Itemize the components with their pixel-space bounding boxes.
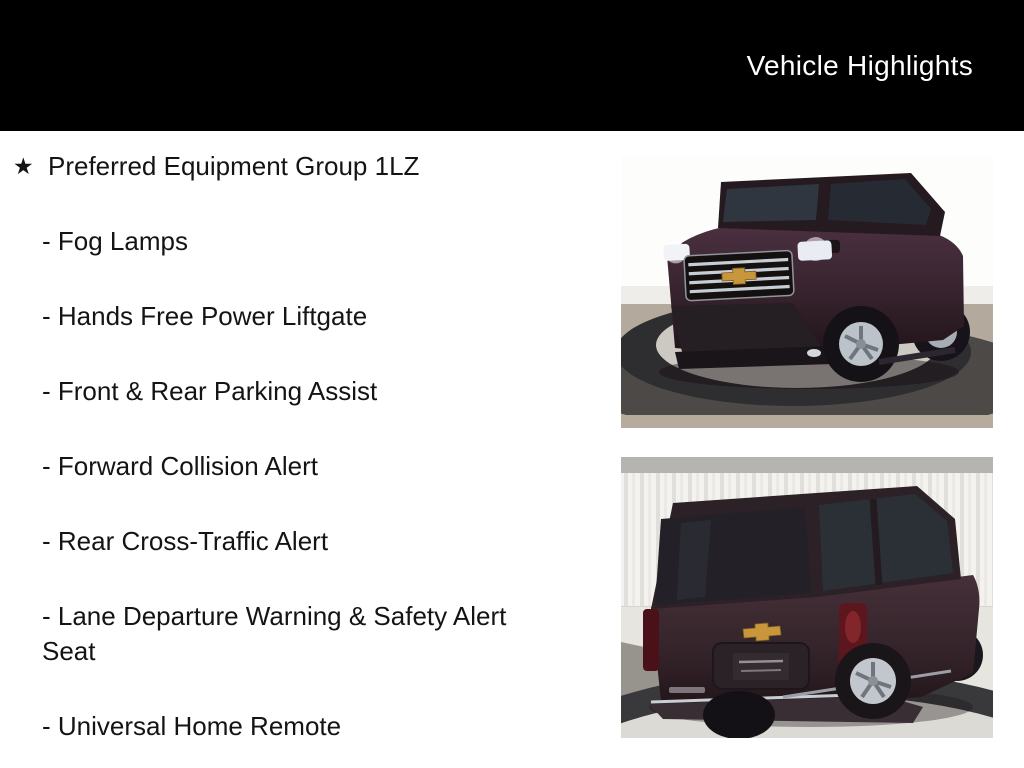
page-title: Vehicle Highlights: [746, 49, 973, 81]
equipment-item: - Lane Departure Warning & Safety Alert Seat: [42, 601, 507, 666]
equipment-item: - Universal Home Remote: [42, 711, 342, 741]
tail-light-left: [643, 609, 659, 671]
equipment-group-title: Preferred Equipment Group 1LZ: [48, 151, 420, 181]
suv-rear: [643, 486, 983, 738]
star-bullet-icon: ★: [13, 153, 34, 179]
equipment-item: - Forward Collision Alert: [42, 451, 318, 481]
header-bar: [0, 0, 1024, 131]
vehicle-photo-front: [621, 156, 993, 428]
equipment-items: [13, 224, 533, 744]
license-plate: [733, 653, 789, 680]
equipment-item: - Fog Lamps: [42, 226, 188, 256]
suv-front-illustration: [621, 156, 993, 428]
fog-lamp: [807, 349, 821, 357]
rear-wheel-left: [703, 691, 775, 738]
floor-front-strip: [621, 415, 993, 428]
equipment-item: - Front & Rear Parking Assist: [42, 376, 378, 406]
headlight-right: [797, 240, 832, 261]
equipment-item: - Rear Cross-Traffic Alert: [42, 526, 329, 556]
curtain-track: [621, 457, 993, 473]
windshield: [723, 184, 819, 222]
equipment-item: - Hands Free Power Liftgate: [42, 301, 368, 331]
suv-rear-illustration: [621, 457, 993, 738]
equipment-group-line: [13, 149, 533, 184]
vehicle-highlights-list: [13, 149, 533, 744]
vehicle-photo-rear: [621, 457, 993, 738]
tahoe-badge: [669, 687, 705, 693]
